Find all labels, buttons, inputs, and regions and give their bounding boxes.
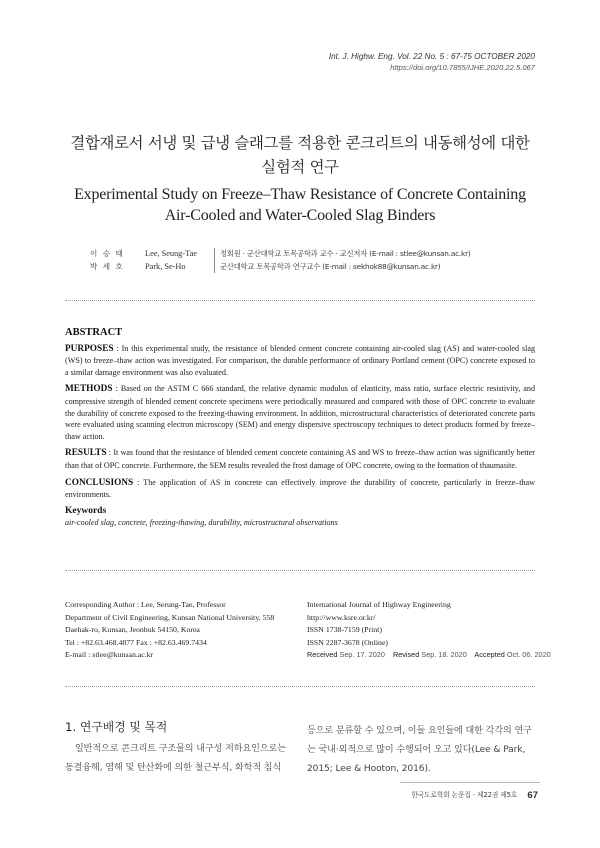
footer-rule (400, 782, 540, 783)
keywords-heading: Keywords (65, 505, 107, 516)
footer-journal: 한국도로학회 논문집 · 제22권 제5호 (411, 791, 518, 799)
conclusions-label: CONCLUSIONS (65, 477, 134, 488)
author-row (90, 247, 550, 260)
author-name-korean: 박 세 호 (90, 262, 125, 271)
corresponding-author-block (65, 599, 300, 662)
section-heading: 1. 연구배경 및 목적 (65, 720, 168, 734)
journal-url[interactable]: http://www.ksre.or.kr/ (307, 612, 376, 622)
corr-email: E-mail : stlee@kunsan.ac.kr (65, 650, 154, 660)
abstract-section (65, 327, 535, 529)
body-line: 동결융해, 염해 및 탄산화에 의한 철근부식, 화학적 침식 (65, 763, 282, 773)
corr-line: Corresponding Author : Lee, Serung-Tae, Professor (65, 600, 226, 609)
body-line: 2015; Lee & Hooton, 2016). (307, 764, 431, 774)
page-number: 67 (527, 790, 538, 801)
korean-title-line2: 실험적 연구 (261, 158, 339, 176)
abstract-results (65, 447, 535, 471)
divider-dotted (65, 686, 535, 687)
abstract-heading: ABSTRACT (65, 327, 123, 338)
body-column-right (307, 722, 539, 779)
keywords-list: air-cooled slag, concrete, freezing-thawing, durability, microstructural observations (65, 518, 338, 528)
accepted-date: Oct. 06. 2020 (506, 650, 551, 660)
body-line: 는 국내·외적으로 많이 수행되어 오고 있다(Lee & Park, (307, 745, 526, 755)
divider-dotted (65, 570, 535, 571)
results-text: : It was found that the resistance of blended cement concrete containing AS and WS to freeze–thaw action was significantly better than that of OPC concrete. Furthermore, the SEM results revealed the frost damage of OPC concrete, owing to the formation of thaumasite. (65, 448, 535, 470)
received-date: Sep. 17. 2020 (339, 650, 385, 660)
author-name-english: Lee, Seung-Tae (145, 249, 197, 258)
revised-label: Revised (392, 650, 420, 660)
accepted-label: Accepted (474, 650, 505, 660)
body-line: 등으로 분류할 수 있으며, 이들 요인들에 대한 각각의 연구 (307, 726, 532, 736)
journal-citation: Int. J. Highw. Eng. Vol. 22 No. 5 : 67-75 OCTOBER 2020 (328, 52, 535, 61)
methods-label: METHODS (65, 384, 113, 395)
author-name-english: Park, Se-Ho (145, 262, 186, 271)
doi-link[interactable]: https://doi.org/10.7855/IJHE.2020.22.5.067 (390, 63, 535, 72)
submission-dates (307, 649, 551, 662)
corr-line: Department of Civil Engineering, Kunsan National University, 558 (65, 612, 275, 622)
journal-header (329, 52, 535, 72)
author-affiliation: 군산대학교 토목공학과 연구교수 (E-mail : sekhok88@kunsan.ac.kr) (220, 262, 441, 271)
author-row (90, 260, 550, 273)
english-title (40, 184, 560, 226)
corr-line: Tel : +82.63.468.4877 Fax : +82.63.469.7434 (65, 637, 207, 647)
received-label: Received (307, 650, 338, 660)
journal-info-block (307, 599, 551, 662)
english-title-line1: Experimental Study on Freeze–Thaw Resistance of Concrete Containing (74, 186, 526, 203)
english-title-line2: Air-Cooled and Water-Cooled Slag Binders (164, 207, 436, 224)
divider-dotted (65, 300, 535, 301)
abstract-purposes (65, 343, 535, 379)
abstract-conclusions (65, 477, 535, 501)
body-column-left (65, 740, 295, 778)
journal-name: International Journal of Highway Engineering (307, 600, 451, 609)
body-line: 일반적으로 콘크리트 구조물의 내구성 저하요인으로는 (75, 744, 286, 754)
author-list (90, 247, 550, 273)
methods-text: : Based on the ASTM C 666 standard, the relative dynamic modulus of elasticity, mass ratio, surface electric resistivity, and compressive strength of blended cement concrete specimens were periodically measured and compared with those of OPC concrete to evaluate the durability of concrete exposed to the freezing-thawing environment. In addition, microstructural characteristics of deteriorated concrete parts were evaluated using scanning electron microscopy (SEM) and energy dispersive spectroscopy techniques to detect products formed by freeze–thaw action. (65, 384, 535, 441)
results-label: RESULTS (65, 448, 107, 459)
issn-online: ISSN 2287-3678 (Online) (307, 637, 388, 647)
korean-title-line1: 결합재로서 서냉 및 급냉 슬래그를 적용한 콘크리트의 내동해성에 대한 (70, 134, 530, 152)
issn-print: ISSN 1738-7159 (Print) (307, 625, 382, 635)
purposes-text: : In this experimental study, the resistance of blended cement concrete containing air-cooled slag (AS) and water-cooled slag (WS) to freeze–thaw action was investigated. For comparison, the durable performance of ordinary Portland cement (OPC) concrete exposed to a similar damage environment was also evaluated. (65, 343, 535, 377)
purposes-label: PURPOSES (65, 343, 114, 354)
page-footer (411, 789, 538, 801)
conclusions-text: : The application of AS in concrete can effectively improve the durability of concrete, particularly in freeze–thaw environments. (65, 477, 535, 500)
korean-title (40, 131, 560, 179)
revised-date: Sep. 18. 2020 (421, 650, 467, 660)
author-name-korean: 이 승 태 (90, 249, 125, 258)
abstract-methods (65, 383, 535, 442)
corr-line: Daehak-ro, Kunsan, Jeonbuk 54150, Korea (65, 625, 200, 635)
author-divider (214, 248, 215, 273)
author-affiliation: 정회원 · 군산대학교 토목공학과 교수 · 교신저자 (E-mail : stlee@kunsan.ac.kr) (220, 249, 471, 258)
